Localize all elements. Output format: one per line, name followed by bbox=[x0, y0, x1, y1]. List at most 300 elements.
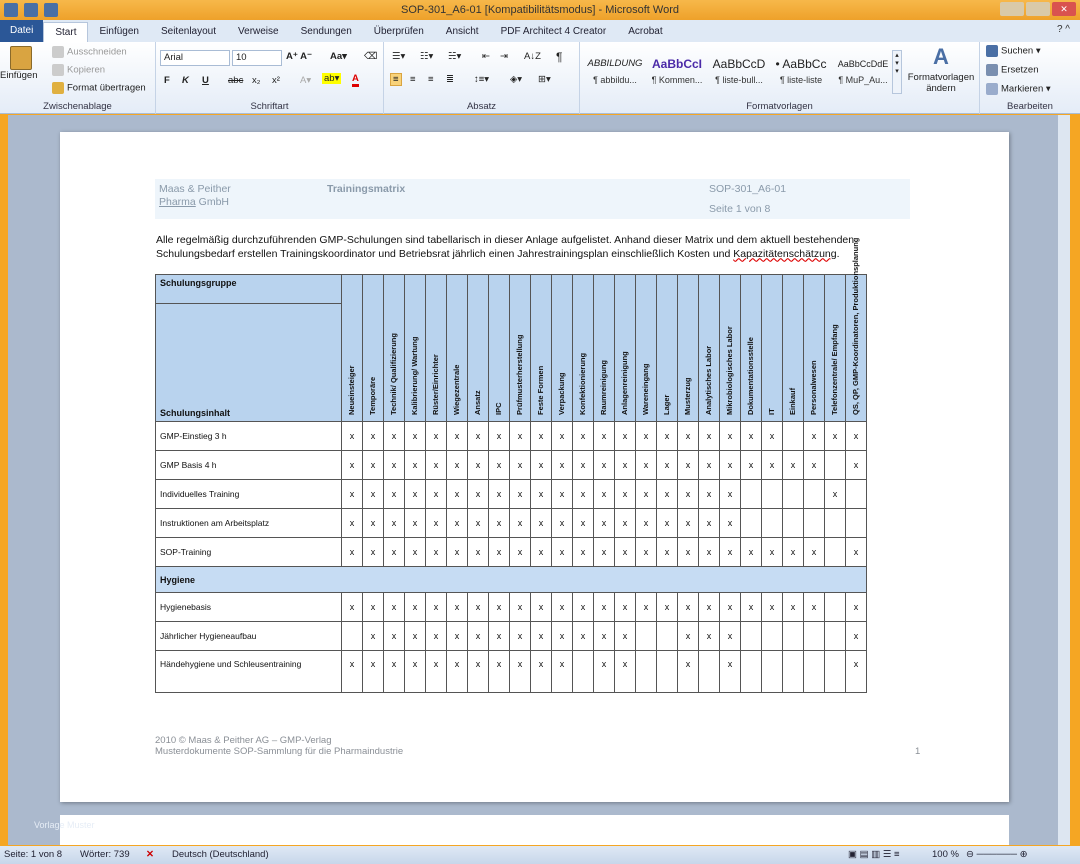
matrix-cell: x bbox=[594, 593, 615, 622]
column-header-label: Dokumentationsstelle bbox=[746, 337, 755, 415]
paste-button[interactable]: Einfügen bbox=[6, 46, 36, 92]
subscript-button[interactable]: x₂ bbox=[252, 75, 261, 86]
matrix-cell: x bbox=[468, 480, 489, 509]
matrix-cell bbox=[762, 509, 783, 538]
proofing-error-icon[interactable]: ✕ bbox=[146, 849, 154, 860]
matrix-cell: x bbox=[447, 422, 468, 451]
word-icon[interactable] bbox=[4, 3, 18, 17]
tab-datei[interactable]: Datei bbox=[0, 20, 43, 42]
matrix-cell: x bbox=[426, 451, 447, 480]
matrix-cell: x bbox=[615, 480, 636, 509]
matrix-cell: x bbox=[678, 422, 699, 451]
matrix-cell: x bbox=[384, 422, 405, 451]
column-header-label: Analytisches Labor bbox=[704, 345, 713, 415]
tab-seitenlayout[interactable]: Seitenlayout bbox=[160, 26, 217, 37]
matrix-cell: x bbox=[531, 451, 552, 480]
matrix-cell: x bbox=[615, 451, 636, 480]
column-header-label: Ansatz bbox=[473, 390, 482, 415]
format-painter-button[interactable]: Format übertragen bbox=[52, 82, 146, 94]
matrix-cell: x bbox=[510, 422, 531, 451]
highlight-icon[interactable]: ab▾ bbox=[324, 73, 340, 84]
matrix-cell: x bbox=[384, 538, 405, 567]
decrease-indent-icon[interactable]: ⇤ bbox=[482, 51, 490, 62]
matrix-cell: x bbox=[615, 422, 636, 451]
document-page-2[interactable] bbox=[60, 815, 1009, 845]
tab-sendungen[interactable]: Sendungen bbox=[300, 26, 352, 37]
close-button[interactable]: ✕ bbox=[1052, 2, 1076, 16]
spelling-error[interactable]: Kapazitätenschätzung bbox=[733, 247, 837, 260]
matrix-cell: x bbox=[720, 622, 741, 651]
matrix-cell: x bbox=[783, 538, 804, 567]
change-case-icon[interactable]: Aa▾ bbox=[330, 51, 347, 62]
matrix-cell: x bbox=[678, 651, 699, 693]
column-header-label: IT bbox=[767, 408, 776, 415]
document-area[interactable] bbox=[8, 115, 1070, 845]
matrix-cell bbox=[762, 480, 783, 509]
matrix-cell bbox=[741, 622, 762, 651]
column-header-label: Rüster/Einrichter bbox=[431, 354, 440, 415]
bullets-icon[interactable]: ☰▾ bbox=[392, 51, 406, 62]
column-header bbox=[804, 275, 825, 422]
tab-pdf-architect[interactable]: PDF Architect 4 Creator bbox=[500, 26, 607, 37]
title-bar bbox=[0, 0, 1080, 20]
matrix-cell: x bbox=[846, 593, 867, 622]
matrix-cell: x bbox=[447, 651, 468, 693]
matrix-cell bbox=[342, 622, 363, 651]
matrix-cell: x bbox=[342, 509, 363, 538]
group-font bbox=[156, 42, 384, 114]
grow-font-icon[interactable]: A⁺ A⁻ bbox=[286, 51, 313, 62]
matrix-cell: x bbox=[573, 622, 594, 651]
find-button[interactable]: Suchen ▾ bbox=[986, 45, 1041, 57]
font-color-icon[interactable]: A bbox=[352, 73, 359, 87]
column-header bbox=[384, 275, 405, 422]
matrix-cell: x bbox=[804, 593, 825, 622]
matrix-cell: x bbox=[636, 422, 657, 451]
matrix-cell bbox=[657, 622, 678, 651]
matrix-cell: x bbox=[720, 480, 741, 509]
table-row bbox=[156, 509, 867, 538]
column-header-label: Konfektionierung bbox=[578, 352, 587, 415]
matrix-cell: x bbox=[804, 538, 825, 567]
status-language[interactable]: Deutsch (Deutschland) bbox=[172, 849, 269, 860]
matrix-cell: x bbox=[363, 422, 384, 451]
matrix-cell: x bbox=[426, 538, 447, 567]
matrix-cell: x bbox=[699, 622, 720, 651]
matrix-cell: x bbox=[615, 509, 636, 538]
matrix-cell: x bbox=[405, 622, 426, 651]
replace-button[interactable]: Ersetzen bbox=[986, 64, 1039, 76]
row-label: GMP-Einstieg 3 h bbox=[156, 422, 342, 451]
matrix-cell: x bbox=[405, 451, 426, 480]
column-header-label: Musterzug bbox=[683, 377, 692, 415]
table-row bbox=[156, 480, 867, 509]
matrix-cell: x bbox=[510, 480, 531, 509]
matrix-cell: x bbox=[636, 451, 657, 480]
shading-icon[interactable]: ◈▾ bbox=[510, 74, 523, 85]
matrix-cell: x bbox=[699, 509, 720, 538]
matrix-cell: x bbox=[384, 651, 405, 693]
header-code: SOP-301_A6-01 bbox=[709, 183, 787, 195]
column-header bbox=[846, 237, 867, 422]
replace-icon bbox=[986, 64, 998, 76]
matrix-cell: x bbox=[384, 593, 405, 622]
group-label: Absatz bbox=[466, 101, 497, 112]
group-header: Schulungsgruppe bbox=[156, 275, 342, 304]
italic-button[interactable]: K bbox=[182, 75, 189, 86]
matrix-cell: x bbox=[657, 538, 678, 567]
matrix-cell: x bbox=[468, 622, 489, 651]
font-name-select[interactable]: Arial bbox=[160, 50, 230, 66]
matrix-cell: x bbox=[489, 422, 510, 451]
document-page[interactable] bbox=[60, 132, 1009, 802]
matrix-cell: x bbox=[741, 422, 762, 451]
matrix-cell: x bbox=[510, 451, 531, 480]
matrix-cell: x bbox=[636, 480, 657, 509]
tab-einfuegen[interactable]: Einfügen bbox=[99, 26, 139, 37]
matrix-cell: x bbox=[363, 509, 384, 538]
matrix-cell: x bbox=[699, 593, 720, 622]
matrix-cell: x bbox=[573, 422, 594, 451]
group-styles bbox=[580, 42, 980, 114]
row-label: Hygienebasis bbox=[156, 593, 342, 622]
borders-icon[interactable]: ⊞▾ bbox=[538, 74, 551, 85]
column-header-label: QS, QP, GMP-Koordinatoren, Produktionsplanung bbox=[851, 237, 860, 415]
row-label: Händehygiene und Schleusentraining bbox=[156, 651, 342, 693]
matrix-cell: x bbox=[594, 622, 615, 651]
tab-verweise[interactable]: Verweise bbox=[238, 26, 279, 37]
superscript-button[interactable]: x² bbox=[272, 75, 280, 86]
matrix-cell bbox=[783, 509, 804, 538]
view-buttons[interactable]: ▣ ▤ ▥ ☰ ≡ bbox=[848, 849, 900, 860]
column-header bbox=[762, 275, 783, 422]
matrix-cell bbox=[636, 622, 657, 651]
matrix-cell: x bbox=[489, 509, 510, 538]
status-words[interactable]: Wörter: 739 bbox=[80, 849, 130, 860]
style-kommentar[interactable]: AaBbCcI ¶ Kommen... bbox=[651, 57, 703, 85]
matrix-cell bbox=[846, 509, 867, 538]
table-row bbox=[156, 451, 867, 480]
vertical-scrollbar[interactable] bbox=[1058, 115, 1070, 845]
zoom-slider[interactable]: ⊖ ────── ⊕ bbox=[966, 849, 1028, 860]
matrix-cell: x bbox=[783, 451, 804, 480]
style-liste-liste[interactable]: • AaBbCc ¶ liste-liste bbox=[775, 57, 827, 85]
matrix-cell bbox=[804, 651, 825, 693]
group-label: Formatvorlagen bbox=[746, 101, 813, 112]
matrix-cell: x bbox=[594, 651, 615, 693]
table-row bbox=[156, 422, 867, 451]
matrix-cell: x bbox=[405, 480, 426, 509]
copy-button[interactable]: Kopieren bbox=[52, 64, 105, 76]
matrix-cell: x bbox=[468, 509, 489, 538]
column-header bbox=[573, 275, 594, 422]
column-header-label: Kalibrierung/ Wartung bbox=[410, 336, 419, 415]
matrix-cell: x bbox=[510, 593, 531, 622]
save-icon[interactable] bbox=[24, 3, 38, 17]
matrix-cell bbox=[825, 451, 846, 480]
matrix-cell: x bbox=[720, 422, 741, 451]
matrix-cell bbox=[699, 651, 720, 693]
bold-button[interactable]: F bbox=[164, 75, 170, 86]
matrix-cell: x bbox=[678, 538, 699, 567]
matrix-cell: x bbox=[573, 509, 594, 538]
matrix-cell: x bbox=[447, 451, 468, 480]
table-row bbox=[156, 593, 867, 622]
matrix-cell bbox=[762, 651, 783, 693]
matrix-cell: x bbox=[552, 538, 573, 567]
matrix-cell: x bbox=[426, 422, 447, 451]
matrix-cell: x bbox=[615, 538, 636, 567]
content-header: Schulungsinhalt bbox=[156, 304, 342, 422]
matrix-cell: x bbox=[405, 593, 426, 622]
column-header bbox=[552, 275, 573, 422]
matrix-cell: x bbox=[531, 593, 552, 622]
matrix-cell bbox=[741, 509, 762, 538]
column-header-label: Einkauf bbox=[788, 387, 797, 415]
matrix-cell: x bbox=[363, 451, 384, 480]
matrix-cell: x bbox=[552, 622, 573, 651]
multilevel-list-icon[interactable]: ☵▾ bbox=[448, 51, 462, 62]
matrix-cell: x bbox=[657, 509, 678, 538]
matrix-cell: x bbox=[384, 509, 405, 538]
strikethrough-button[interactable]: abc bbox=[228, 75, 244, 86]
matrix-cell bbox=[762, 622, 783, 651]
matrix-cell: x bbox=[531, 622, 552, 651]
matrix-cell: x bbox=[342, 651, 363, 693]
tab-acrobat[interactable]: Acrobat bbox=[628, 26, 663, 37]
matrix-cell: x bbox=[447, 622, 468, 651]
align-left-icon[interactable]: ≡ bbox=[390, 73, 402, 86]
column-header bbox=[741, 275, 762, 422]
group-label: Schriftart bbox=[250, 101, 289, 112]
sort-icon[interactable]: A↓Z bbox=[524, 51, 541, 62]
matrix-cell: x bbox=[531, 509, 552, 538]
column-header bbox=[426, 275, 447, 422]
matrix-cell: x bbox=[594, 422, 615, 451]
matrix-cell: x bbox=[342, 480, 363, 509]
table-row bbox=[156, 622, 867, 651]
matrix-cell: x bbox=[342, 538, 363, 567]
matrix-cell: x bbox=[363, 593, 384, 622]
change-styles-button[interactable]: A Formatvorlagen ändern bbox=[907, 44, 975, 94]
matrix-cell: x bbox=[531, 422, 552, 451]
help-icon[interactable]: ? ^ bbox=[1056, 24, 1070, 35]
font-size-select[interactable]: 10 bbox=[232, 50, 282, 66]
matrix-cell: x bbox=[615, 593, 636, 622]
style-abbildung[interactable]: ABBILDUNG ¶ abbildu... bbox=[587, 58, 643, 85]
matrix-cell: x bbox=[552, 509, 573, 538]
column-header-label: Anlagenreinigung bbox=[620, 351, 629, 415]
select-button[interactable]: Markieren ▾ bbox=[986, 83, 1051, 95]
intro-paragraph: Alle regelmäßig durchzuführenden GMP-Schulungen sind tabellarisch in dieser Anlage aufgelistet. Anhand dieser Matrix und dem aktuell bestehenden Schulungsbedarf erstellen Trainingskoordinator und Betriebsrat jährlich einen Jahrestrainingsplan einschließlich Kosten und Kapazitätenschätzung. bbox=[156, 234, 855, 260]
column-header-label: Raumreinigung bbox=[599, 359, 608, 415]
column-header-label: Lager bbox=[662, 394, 671, 415]
matrix-cell: x bbox=[510, 651, 531, 693]
page-number: 1 bbox=[915, 746, 921, 757]
matrix-cell bbox=[783, 622, 804, 651]
row-label: Instruktionen am Arbeitsplatz bbox=[156, 509, 342, 538]
table-header-row bbox=[156, 275, 867, 304]
matrix-cell: x bbox=[594, 538, 615, 567]
increase-indent-icon[interactable]: ⇥ bbox=[500, 51, 508, 62]
matrix-cell bbox=[825, 509, 846, 538]
matrix-cell: x bbox=[531, 538, 552, 567]
matrix-cell: x bbox=[825, 422, 846, 451]
copy-icon bbox=[52, 64, 64, 76]
matrix-cell: x bbox=[405, 651, 426, 693]
matrix-cell: x bbox=[405, 538, 426, 567]
align-center-icon[interactable]: ≡ bbox=[410, 74, 416, 85]
matrix-cell: x bbox=[426, 593, 447, 622]
column-header bbox=[510, 275, 531, 422]
matrix-cell bbox=[804, 509, 825, 538]
column-header bbox=[699, 275, 720, 422]
matrix-cell: x bbox=[657, 593, 678, 622]
column-header bbox=[447, 275, 468, 422]
quick-access-toolbar bbox=[4, 3, 58, 17]
matrix-cell: x bbox=[804, 451, 825, 480]
matrix-cell bbox=[804, 622, 825, 651]
matrix-cell: x bbox=[804, 422, 825, 451]
scissors-icon bbox=[52, 46, 64, 58]
line-spacing-icon[interactable]: ↕≡▾ bbox=[474, 74, 490, 85]
column-header-label: Prüfmusterherstellung bbox=[515, 334, 524, 415]
matrix-cell: x bbox=[720, 651, 741, 693]
matrix-cell: x bbox=[720, 509, 741, 538]
cursor-icon bbox=[986, 83, 998, 95]
numbering-icon[interactable]: ☷▾ bbox=[420, 51, 434, 62]
tab-ueberpruefen[interactable]: Überprüfen bbox=[373, 26, 424, 37]
styles-scroll[interactable]: ▴ ▾ ▾ bbox=[892, 50, 902, 94]
column-header-label: Wiegezentrale bbox=[452, 364, 461, 415]
matrix-cell: x bbox=[573, 593, 594, 622]
column-header bbox=[825, 275, 846, 422]
matrix-cell: x bbox=[846, 422, 867, 451]
table-row bbox=[156, 651, 867, 693]
matrix-cell: x bbox=[363, 651, 384, 693]
matrix-cell: x bbox=[720, 538, 741, 567]
group-label: Zwischenablage bbox=[43, 101, 112, 112]
matrix-cell: x bbox=[699, 422, 720, 451]
style-mup-au[interactable]: AaBbCcDdE ¶ MuP_Au... bbox=[837, 59, 889, 85]
tab-start[interactable]: Start bbox=[43, 22, 88, 42]
matrix-cell bbox=[825, 651, 846, 693]
matrix-cell: x bbox=[636, 538, 657, 567]
status-page[interactable]: Seite: 1 von 8 bbox=[4, 849, 63, 860]
group-editing bbox=[980, 42, 1080, 114]
matrix-cell: x bbox=[552, 593, 573, 622]
table-row bbox=[156, 538, 867, 567]
pilcrow-icon[interactable]: ¶ bbox=[556, 50, 563, 64]
zoom-level[interactable]: 100 % bbox=[932, 849, 959, 860]
matrix-cell: x bbox=[510, 538, 531, 567]
page-footer: 2010 © Maas & Peither AG – GMP-Verlag Musterdokumente SOP-Sammlung für die Pharmaindustrie bbox=[155, 735, 404, 757]
tab-ansicht[interactable]: Ansicht bbox=[445, 26, 479, 37]
matrix-cell: x bbox=[489, 538, 510, 567]
matrix-cell: x bbox=[720, 593, 741, 622]
section-title: Hygiene bbox=[156, 567, 867, 593]
matrix-cell bbox=[573, 651, 594, 693]
styles-icon: A bbox=[933, 44, 949, 69]
matrix-cell: x bbox=[468, 538, 489, 567]
matrix-cell: x bbox=[363, 480, 384, 509]
matrix-cell: x bbox=[489, 593, 510, 622]
matrix-cell: x bbox=[489, 451, 510, 480]
matrix-cell bbox=[825, 538, 846, 567]
header-page: Seite 1 von 8 bbox=[709, 203, 771, 215]
matrix-cell: x bbox=[489, 480, 510, 509]
justify-icon[interactable]: ≣ bbox=[446, 74, 454, 85]
matrix-cell: x bbox=[741, 538, 762, 567]
matrix-cell: x bbox=[825, 480, 846, 509]
minimize-button[interactable] bbox=[1000, 2, 1024, 16]
column-header bbox=[594, 275, 615, 422]
align-right-icon[interactable]: ≡ bbox=[428, 74, 434, 85]
column-header bbox=[720, 275, 741, 422]
matrix-cell: x bbox=[405, 509, 426, 538]
matrix-cell: x bbox=[594, 480, 615, 509]
clear-format-icon[interactable]: ⌫ bbox=[364, 51, 378, 62]
matrix-cell: x bbox=[405, 422, 426, 451]
matrix-cell: x bbox=[363, 622, 384, 651]
row-label: SOP-Training bbox=[156, 538, 342, 567]
style-liste-bullet[interactable]: AaBbCcD ¶ liste-bull... bbox=[712, 57, 766, 85]
matrix-cell: x bbox=[762, 593, 783, 622]
matrix-cell: x bbox=[678, 480, 699, 509]
matrix-cell: x bbox=[594, 451, 615, 480]
matrix-cell: x bbox=[741, 451, 762, 480]
text-effects-icon[interactable]: A▾ bbox=[300, 75, 312, 86]
column-header bbox=[405, 275, 426, 422]
undo-icon[interactable] bbox=[44, 3, 58, 17]
matrix-cell: x bbox=[783, 593, 804, 622]
matrix-cell: x bbox=[678, 593, 699, 622]
matrix-cell bbox=[741, 480, 762, 509]
matrix-cell: x bbox=[573, 451, 594, 480]
section-row bbox=[156, 567, 867, 593]
column-header bbox=[783, 275, 804, 422]
ribbon-tabs bbox=[0, 20, 1080, 42]
underline-button[interactable]: U bbox=[202, 75, 209, 86]
matrix-cell: x bbox=[573, 480, 594, 509]
matrix-cell bbox=[657, 651, 678, 693]
column-header-label: Wareneingang bbox=[641, 363, 650, 415]
cut-button[interactable]: Ausschneiden bbox=[52, 46, 127, 58]
matrix-cell: x bbox=[510, 622, 531, 651]
column-header-label: Neueinsteiger bbox=[347, 365, 356, 415]
matrix-cell: x bbox=[468, 593, 489, 622]
matrix-cell: x bbox=[552, 651, 573, 693]
row-label: GMP Basis 4 h bbox=[156, 451, 342, 480]
matrix-cell: x bbox=[636, 593, 657, 622]
matrix-cell: x bbox=[426, 480, 447, 509]
matrix-cell: x bbox=[615, 651, 636, 693]
matrix-cell: x bbox=[447, 593, 468, 622]
row-label: Jährlicher Hygieneaufbau bbox=[156, 622, 342, 651]
row-label: Individuelles Training bbox=[156, 480, 342, 509]
matrix-cell: x bbox=[846, 622, 867, 651]
matrix-cell: x bbox=[342, 593, 363, 622]
column-header-label: Feste Formen bbox=[536, 365, 545, 415]
matrix-cell: x bbox=[678, 509, 699, 538]
maximize-button[interactable] bbox=[1026, 2, 1050, 16]
matrix-cell: x bbox=[657, 451, 678, 480]
matrix-cell: x bbox=[657, 480, 678, 509]
matrix-cell: x bbox=[531, 480, 552, 509]
matrix-cell: x bbox=[720, 451, 741, 480]
matrix-cell bbox=[825, 622, 846, 651]
matrix-cell: x bbox=[447, 480, 468, 509]
